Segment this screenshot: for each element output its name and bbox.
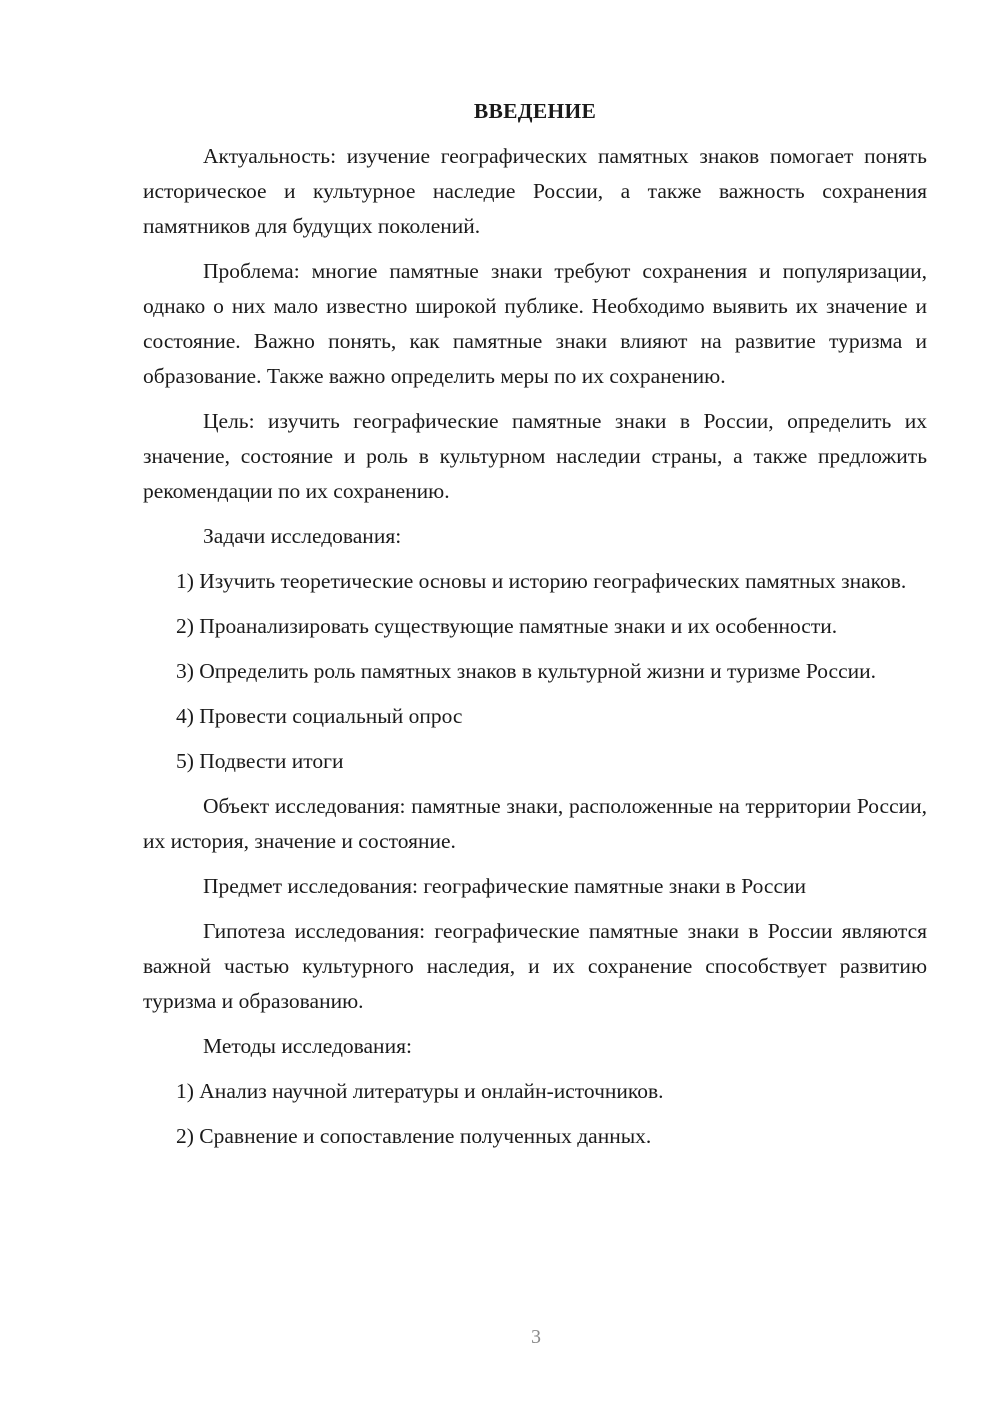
task-item-1: 1) Изучить теоретические основы и историю географических памятных знаков. xyxy=(176,569,907,593)
object-paragraph: Объект исследования: памятные знаки, расположенные на территории России, их история, значение и состояние. xyxy=(143,794,927,853)
task-item-2: 2) Проанализировать существующие памятные знаки и их особенности. xyxy=(176,614,838,638)
page-content xyxy=(143,94,927,1164)
methods-title: Методы исследования: xyxy=(203,1034,412,1058)
subject-paragraph: Предмет исследования: географические памятные знаки в России xyxy=(203,874,807,898)
section-heading: ВВЕДЕНИЕ xyxy=(473,99,597,123)
problem-paragraph: Проблема: многие памятные знаки требуют сохранения и популяризации, однако о них мало известно широкой публике. Необходимо выявить их значение и состояние. Важно понять, как памятные знаки влияют на развитие туризма и образование. Также важно определить меры по их сохранению. xyxy=(143,259,927,388)
page-number: 3 xyxy=(531,1326,541,1348)
hypothesis-paragraph: Гипотеза исследования: географические памятные знаки в России являются важной частью культурного наследия, и их сохранение способствует развитию туризма и образованию. xyxy=(143,919,927,1013)
relevance-paragraph: Актуальность: изучение географических памятных знаков помогает понять историческое и культурное наследие России, а также важность сохранения памятников для будущих поколений. xyxy=(143,144,927,238)
tasks-title: Задачи исследования: xyxy=(203,524,402,548)
task-item-4: 4) Провести социальный опрос xyxy=(176,704,463,728)
method-item-2: 2) Сравнение и сопоставление полученных данных. xyxy=(176,1124,652,1148)
method-item-1: 1) Анализ научной литературы и онлайн-источников. xyxy=(176,1079,664,1103)
task-item-3: 3) Определить роль памятных знаков в культурной жизни и туризме России. xyxy=(176,659,876,683)
goal-paragraph: Цель: изучить географические памятные знаки в России, определить их значение, состояние и роль в культурном наследии страны, а также предложить рекомендации по их сохранению. xyxy=(143,409,927,503)
task-item-5: 5) Подвести итоги xyxy=(176,749,344,773)
